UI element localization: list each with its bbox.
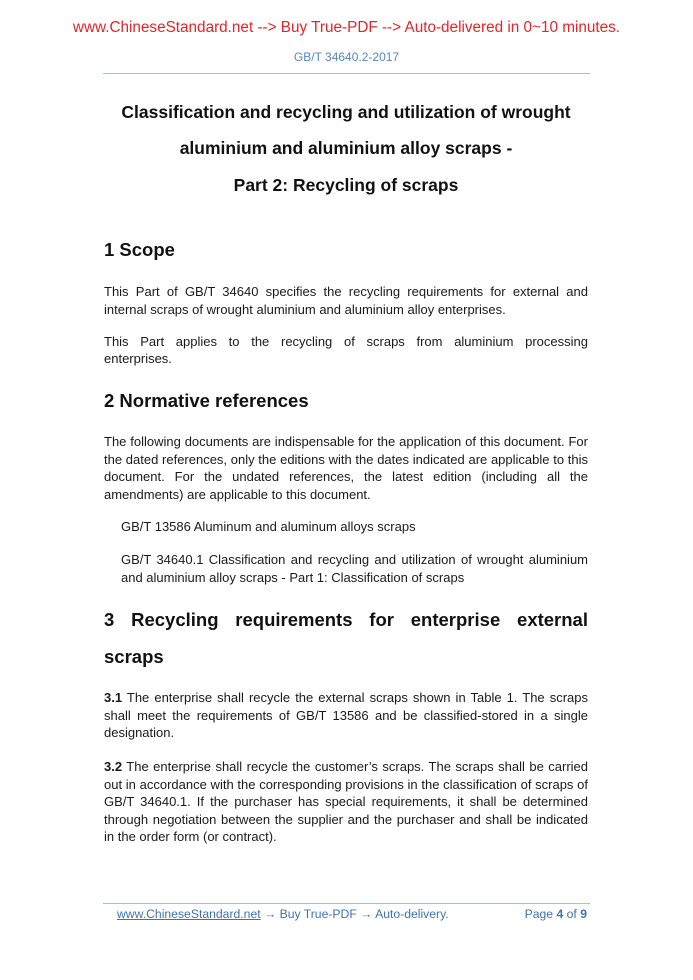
section-heading-external-line-2: scraps [104, 646, 164, 667]
chinesestandard-link[interactable]: www.ChineseStandard.net [117, 907, 261, 921]
page-footer [117, 907, 587, 921]
doc-title-line-2: aluminium and aluminium alloy scraps - [179, 138, 513, 158]
footer-divider [103, 903, 590, 904]
section-heading-external-line-1: 3 Recycling requirements for enterprise external [104, 609, 588, 630]
clause-number: 3.2 [104, 759, 123, 774]
scope-paragraph-1: This Part of GB/T 34640 specifies the recycling requirements for external and internal scraps of wrought aluminium and aluminium alloy enterprises. [104, 284, 588, 317]
page-indicator [525, 907, 587, 921]
page-current: 4 [556, 907, 564, 921]
standard-number: GB/T 34640.2-2017 [293, 50, 400, 64]
clause-3-1 [104, 689, 588, 742]
section-heading-normative: 2 Normative references [104, 390, 309, 411]
doc-title-line-1: Classification and recycling and utilization of wrought [121, 102, 571, 122]
reference-item: GB/T 13586 Aluminum and aluminum alloys scraps [121, 519, 416, 534]
page-total: 9 [580, 907, 587, 921]
footer-tagline: → Buy True-PDF → Auto-delivery. [260, 907, 449, 921]
promo-banner: www.ChineseStandard.net --> Buy True-PDF --> Auto-delivered in 0~10 minutes. [72, 19, 621, 36]
page-label: Page [524, 907, 554, 921]
header-divider [103, 73, 590, 74]
page-of: of [566, 907, 577, 921]
clause-3-2 [104, 758, 588, 846]
normative-paragraph: The following documents are indispensable for the application of this document. For the dated references, only the editions with the dates indicated are applicable to this document. For the undated references, the latest edition (including all the amendments) are applicable to this document. [104, 434, 588, 502]
section-heading-scope: 1 Scope [104, 239, 175, 260]
clause-text: The enterprise shall recycle the external scraps shown in Table 1. The scraps shall meet the requirements of GB/T 13586 and be classified-stored in a single designation. [104, 690, 588, 740]
clause-number: 3.1 [104, 690, 123, 705]
scope-paragraph-2-line-1: This Part applies to the recycling of scraps from aluminium processing [104, 334, 588, 349]
reference-item: GB/T 34640.1 Classification and recycling and utilization of wrought aluminium and aluminium alloy scraps - Part 1: Classification of scraps [121, 552, 588, 585]
scope-paragraph-2-line-2: enterprises. [104, 351, 172, 366]
doc-title-line-3: Part 2: Recycling of scraps [233, 175, 459, 195]
clause-text: The enterprise shall recycle the customer’s scraps. The scraps shall be carried out in accordance with the corresponding provisions in the classification of scraps of GB/T 34640.1. If the purchaser has special requirements, it shall be determined through negotiation between the supplier and the purchaser and shall be indicated in the order form (or contract). [104, 759, 588, 844]
